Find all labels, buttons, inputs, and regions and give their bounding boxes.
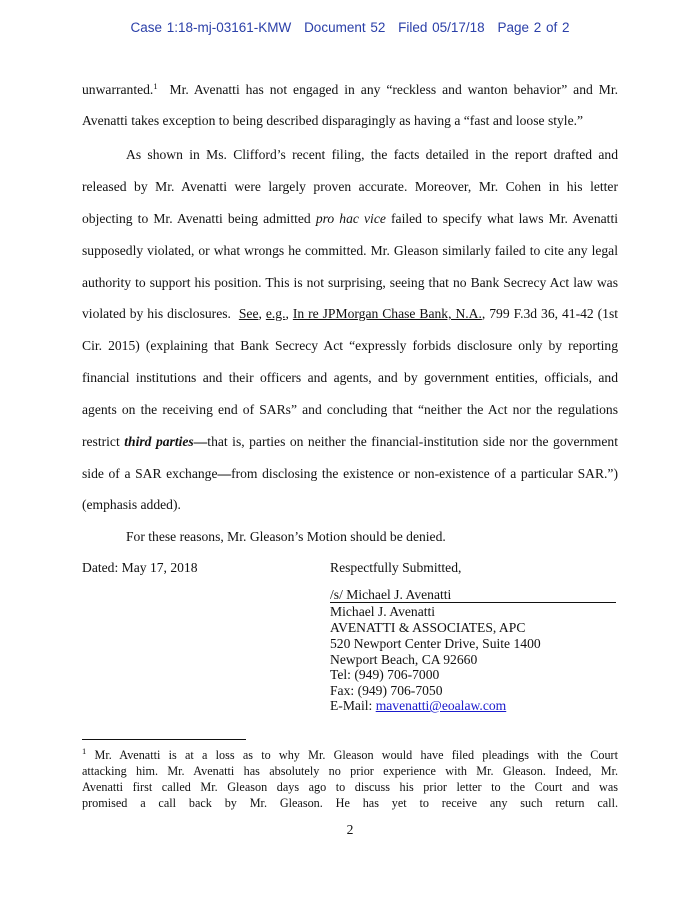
address-line2: Newport Beach, CA 92660 (330, 652, 478, 667)
ecf-header (0, 20, 700, 35)
para2-line11: side of a SAR exchange—from disclosing the existence or non-existence of a particular SAR.”) (82, 466, 618, 481)
para2-line2: released by Mr. Avenatti were largely proven accurate. Moreover, Mr. Cohen in his letter (82, 179, 618, 194)
para2-line1: As shown in Ms. Clifford’s recent filing, the facts detailed in the report drafted and (126, 147, 618, 162)
filed-date: Filed 05/17/18 (398, 20, 485, 35)
page-of: Page 2 of 2 (497, 20, 570, 35)
page-number: 2 (346, 822, 354, 837)
footnote-line2: attacking him. Mr. Avenatti has absolutely no prior experience with Mr. Gleason. Indeed, Mr. (82, 764, 618, 778)
para2-line8: financial institutions and their officers and agents, and by government entities, officials, and (82, 370, 618, 385)
firm-name: AVENATTI & ASSOCIATES, APC (330, 620, 526, 635)
footnote-line1: $^1$ Mr. Avenatti is at a loss as to why Mr. Gleason would have filed pleadings with the Court (82, 746, 618, 762)
signer-name: Michael J. Avenatti (330, 604, 436, 619)
email-line: E-Mail: mavenatti@eoalaw.com (330, 698, 507, 713)
fax: Fax: (949) 706-7050 (330, 683, 443, 698)
para2-line5: authority to support his position. This is not surprising, seeing that no Bank Secrecy Act law was (82, 275, 618, 290)
electronic-signature: /s/ Michael J. Avenatti (330, 587, 452, 602)
para2-line12: (emphasis added). (82, 497, 181, 512)
para2-line9: agents on the receiving end of SARs” and concluding that “neither the Act nor the regulations (82, 402, 618, 417)
para2-line6: violated by his disclosures. See, e.g., In re JPMorgan Chase Bank, N.A., 799 F.3d 36, 41-42 (1st (82, 306, 619, 321)
para2-line3: objecting to Mr. Avenatti being admitted pro hac vice failed to specify what laws Mr. Avenatti (82, 211, 619, 226)
footnote-line3: Avenatti first called Mr. Gleason days ago to discuss his prior letter to the Court and was (82, 780, 618, 794)
para1-line1: unwarranted.$^1$ Mr. Avenatti has not engaged in any “reckless and wanton behavior” and Mr. (82, 81, 619, 97)
document-number: Document 52 (304, 20, 386, 35)
para1-line2: Avenatti takes exception to being described disparagingly as having a “fast and loose style.” (82, 113, 584, 128)
signature-line (330, 602, 616, 603)
address-line1: 520 Newport Center Drive, Suite 1400 (330, 636, 541, 651)
para2-line7: Cir. 2015) (explaining that Bank Secrecy Act “expressly forbids disclosure only by reporting (82, 338, 618, 353)
footnote-separator (82, 739, 246, 740)
closing: Respectfully Submitted, (330, 560, 462, 575)
dated-line: Dated: May 17, 2018 (82, 560, 198, 575)
para2-line10: restrict third parties—that is, parties on neither the financial-institution side nor the government (82, 434, 618, 449)
para2-line4: supposedly violated, or what wrongs he committed. Mr. Gleason similarly failed to cite any legal (82, 243, 618, 258)
footnote-ref: 1 (153, 81, 158, 91)
email-link[interactable]: mavenatti@eoalaw.com (375, 698, 507, 713)
footnote-line4: promised a call back by Mr. Gleason. He has yet to receive any such return call. (82, 796, 618, 810)
telephone: Tel: (949) 706-7000 (330, 667, 440, 682)
case-number: Case 1:18-mj-03161-KMW (130, 20, 292, 35)
case-citation: In re JPMorgan Chase Bank, N.A. (292, 306, 482, 321)
footnote-marker: 1 (82, 746, 87, 756)
para3: For these reasons, Mr. Gleason’s Motion should be denied. (126, 529, 446, 544)
